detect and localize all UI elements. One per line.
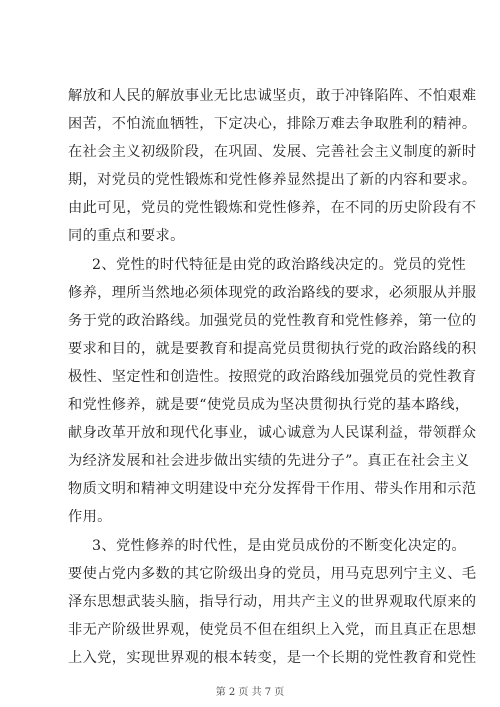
text-line: 泽东思想武装头脑，指导行动，用共产主义的世界观取代原来的 xyxy=(68,593,477,610)
text-line: 在社会主义初级阶段，在巩固、发展、完善社会主义制度的新时 xyxy=(68,144,477,161)
text-line: 为经济发展和社会进步做出实绩的先进分子”。真正在社会主义 xyxy=(68,453,470,470)
text-line: 要求和目的，就是要教育和提高党员贯彻执行党的政治路线的积 xyxy=(68,340,477,357)
text-line: 修养，理所当然地必须体现党的政治路线的要求，必须服从并服 xyxy=(68,284,477,301)
text-line: 2、党性的时代特征是由党的政治路线决定的。党员的党性 xyxy=(92,256,467,273)
text-line: 由此可见，党员的党性锻炼和党性修养，在不同的历史阶段有不 xyxy=(68,200,477,217)
page-footer: 第 2 页 共 7 页 xyxy=(215,687,285,698)
text-line: 务于党的政治路线。加强党员的党性教育和党性修养，第一位的 xyxy=(68,312,477,329)
text-line: 和党性修养，就是要“使党员成为坚决贯彻执行党的基本路线， xyxy=(68,397,470,414)
text-line: 同的重点和要求。 xyxy=(68,228,185,245)
text-line: 期，对党员的党性锻炼和党性修养显然提出了新的内容和要求。 xyxy=(68,172,477,189)
text-line: 解放和人民的解放事业无比忠诚坚贞，敢于冲锋陷阵、不怕艰难 xyxy=(68,88,477,104)
text-line: 献身改革开放和现代化事业，诚心诚意为人民谋利益，带领群众 xyxy=(68,425,477,442)
text-line: 非无产阶级世界观，使党员不但在组织上入党，而且真正在思想 xyxy=(68,621,477,638)
text-line: 物质文明和精神文明建设中充分发挥骨干作用、带头作用和示范 xyxy=(68,481,477,498)
text-line: 困苦，不怕流血牺牲，下定决心，排除万难去争取胜利的精神。 xyxy=(68,116,477,133)
text-line: 要使占党内多数的其它阶级出身的党员，用马克思列宁主义、毛 xyxy=(68,565,477,582)
text-line: 极性、坚定性和创造性。按照党的政治路线加强党员的党性教育 xyxy=(68,368,477,385)
text-line: 3、党性修养的时代性，是由党员成份的不断变化决定的。 xyxy=(92,537,467,554)
text-line: 作用。 xyxy=(68,509,112,526)
body-text xyxy=(68,82,477,672)
text-line: 上入党，实现世界观的根本转变，是一个长期的党性教育和党性 xyxy=(68,649,477,666)
